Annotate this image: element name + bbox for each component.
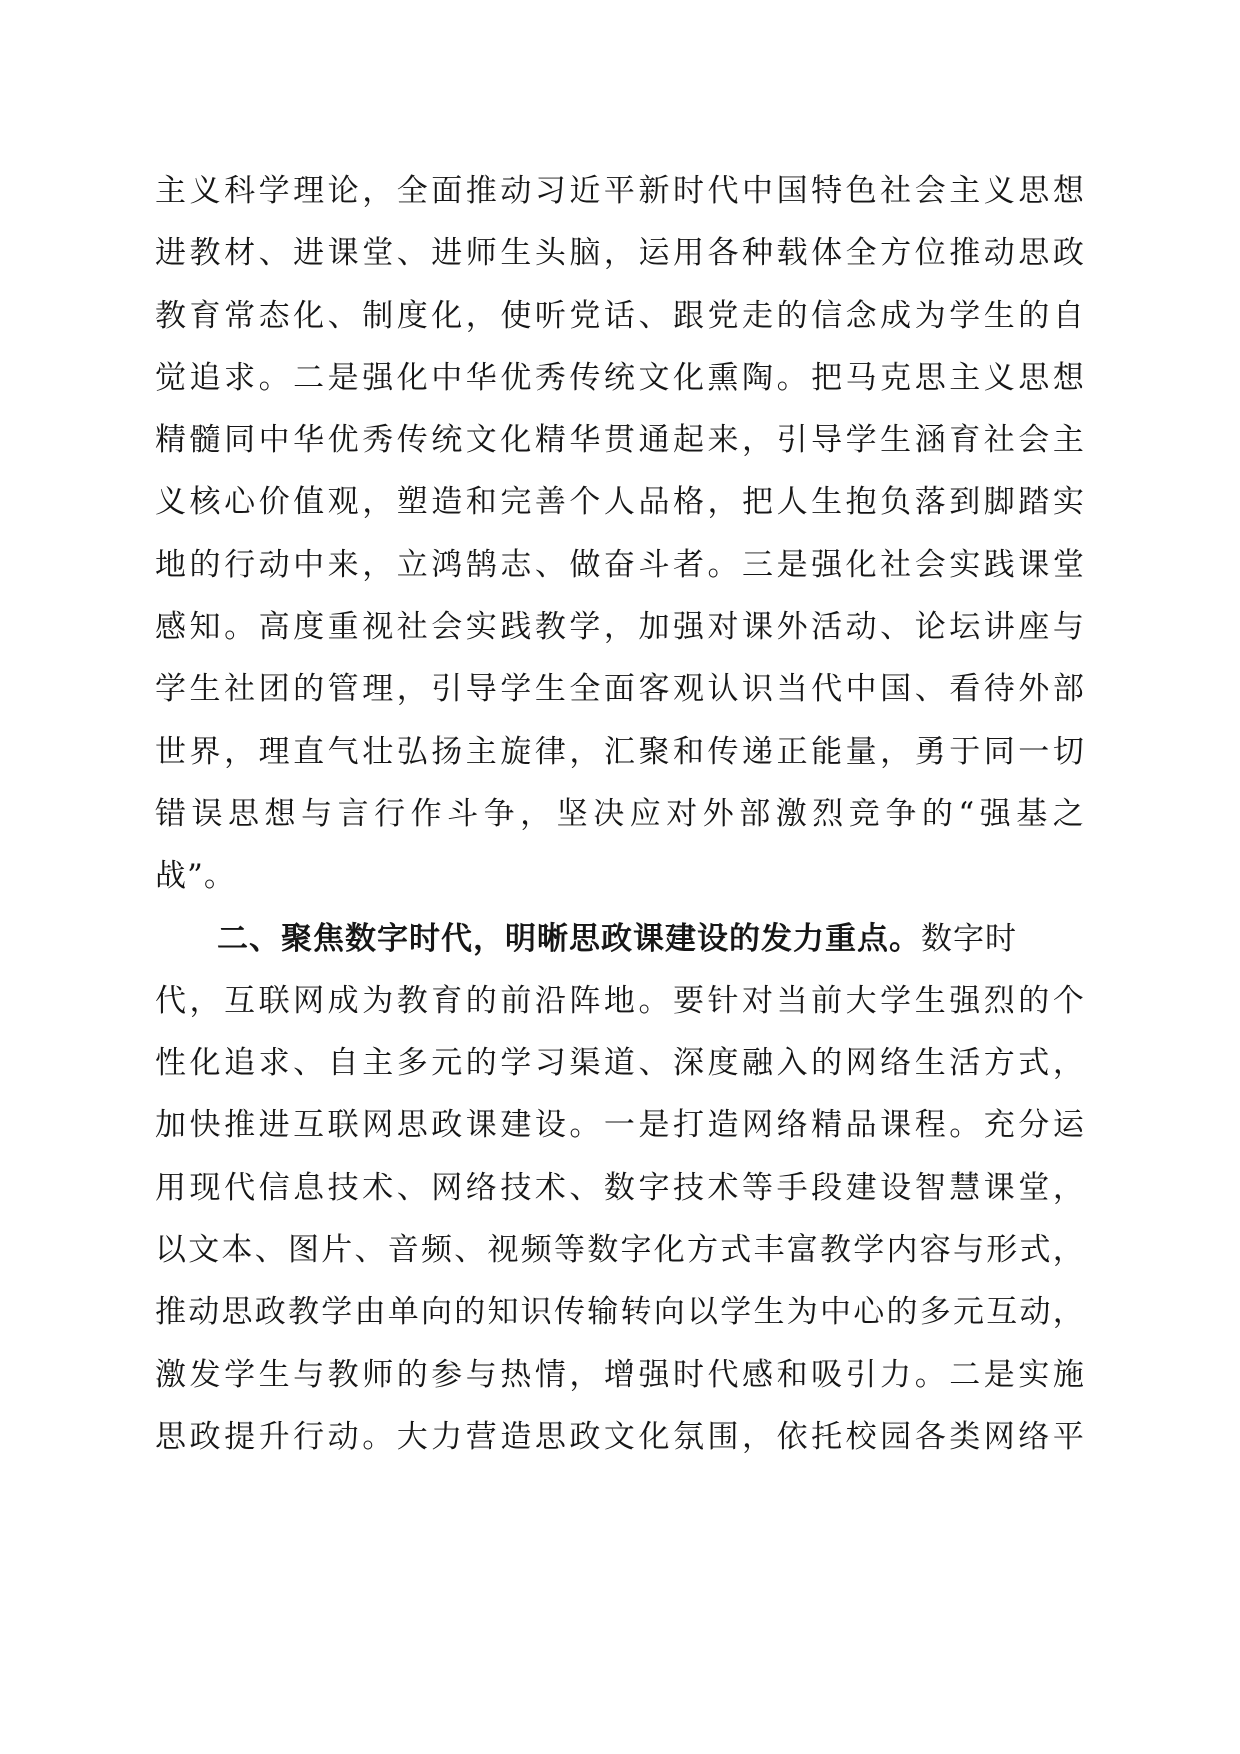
text-line: 性 化 追 求 、 自 主 多 元 的 学 习 渠 道 、 深 度 融 入 的 网 络 生 活 方 式 ， [155, 1045, 1085, 1082]
text-line: 学 生 社 团 的 管 理 ， 引 导 学 生 全 面 客 观 认 识 当 代 中 国 、 看 待 外 部 [155, 671, 1085, 708]
text-line: 觉 追 求 。 二 是 强 化 中 华 优 秀 传 统 文 化 熏 陶 。 把 马 克 思 主 义 思 想 [155, 359, 1085, 396]
text-line: 义 核 心 价 值 观 ， 塑 造 和 完 善 个 人 品 格 ， 把 人 生 抱 负 落 到 脚 踏 实 [155, 484, 1085, 521]
text-line: 精 髓 同 中 华 优 秀 传 统 文 化 精 华 贯 通 起 来 ， 引 导 学 生 涵 育 社 会 主 [155, 422, 1085, 459]
text-line: 加 快 推 进 互 联 网 思 政 课 建 设 。 一 是 打 造 网 络 精 品 课 程 。 充 分 运 [155, 1107, 1085, 1144]
text-line: 思 政 提 升 行 动 。 大 力 营 造 思 政 文 化 氛 围 ， 依 托 校 园 各 类 网 络 平 [155, 1418, 1085, 1455]
text-line: 以 文 本 、 图 片 、 音 频 、 视 频 等 数 字 化 方 式 丰 富 教 学 内 容 与 形 式 ， [155, 1232, 1085, 1269]
body-text [155, 160, 1085, 1468]
text-line: 推 动 思 政 教 学 由 单 向 的 知 识 传 输 转 向 以 学 生 为 中 心 的 多 元 互 动 ， [155, 1294, 1085, 1331]
paragraph-1 [155, 160, 1085, 908]
text-line: 代 ， 互 联 网 成 为 教 育 的 前 沿 阵 地 。 要 针 对 当 前 大 学 生 强 烈 的 个 [155, 982, 1085, 1019]
text-line: 激 发 学 生 与 教 师 的 参 与 热 情 ， 增 强 时 代 感 和 吸 引 力 。 二 是 实 施 [155, 1356, 1085, 1393]
text-line: 教 育 常 态 化 、 制 度 化 ， 使 听 党 话 、 跟 党 走 的 信 念 成 为 学 生 的 自 [155, 297, 1085, 334]
text-line: 用 现 代 信 息 技 术 、 网 络 技 术 、 数 字 技 术 等 手 段 建 设 智 慧 课 堂 ， [155, 1169, 1085, 1206]
text-line: 错 误 思 想 与 言 行 作 斗 争 ， 坚 决 应 对 外 部 激 烈 竞 争 的 “ 强 基 之 [155, 795, 1085, 832]
text-line: 地 的 行 动 中 来 ， 立 鸿 鹄 志 、 做 奋 斗 者 。 三 是 强 化 社 会 实 践 课 堂 [155, 546, 1085, 583]
text-line: 进 教 材 、 进 课 堂 、 进 师 生 头 脑 ， 运 用 各 种 载 体 全 方 位 推 动 思 政 [155, 235, 1085, 272]
heading-line [155, 908, 1085, 970]
text-line-last: 战”。 [155, 858, 236, 895]
text-line: 感 知 。 高 度 重 视 社 会 实 践 教 学 ， 加 强 对 课 外 活 动 、 论 坛 讲 座 与 [155, 609, 1085, 646]
text-line: 主 义 科 学 理 论 ， 全 面 推 动 习 近 平 新 时 代 中 国 特 色 社 会 主 义 思 想 [155, 173, 1085, 209]
section-heading: 二、聚焦数字时代，明晰思政课建设的发力重点。 [217, 920, 921, 957]
text-line: 世 界 ， 理 直 气 壮 弘 扬 主 旋 律 ， 汇 聚 和 传 递 正 能 量 ， 勇 于 同 一 切 [155, 733, 1085, 770]
paragraph-2 [155, 908, 1085, 1469]
heading-tail-text: 数字时 [921, 920, 1017, 957]
